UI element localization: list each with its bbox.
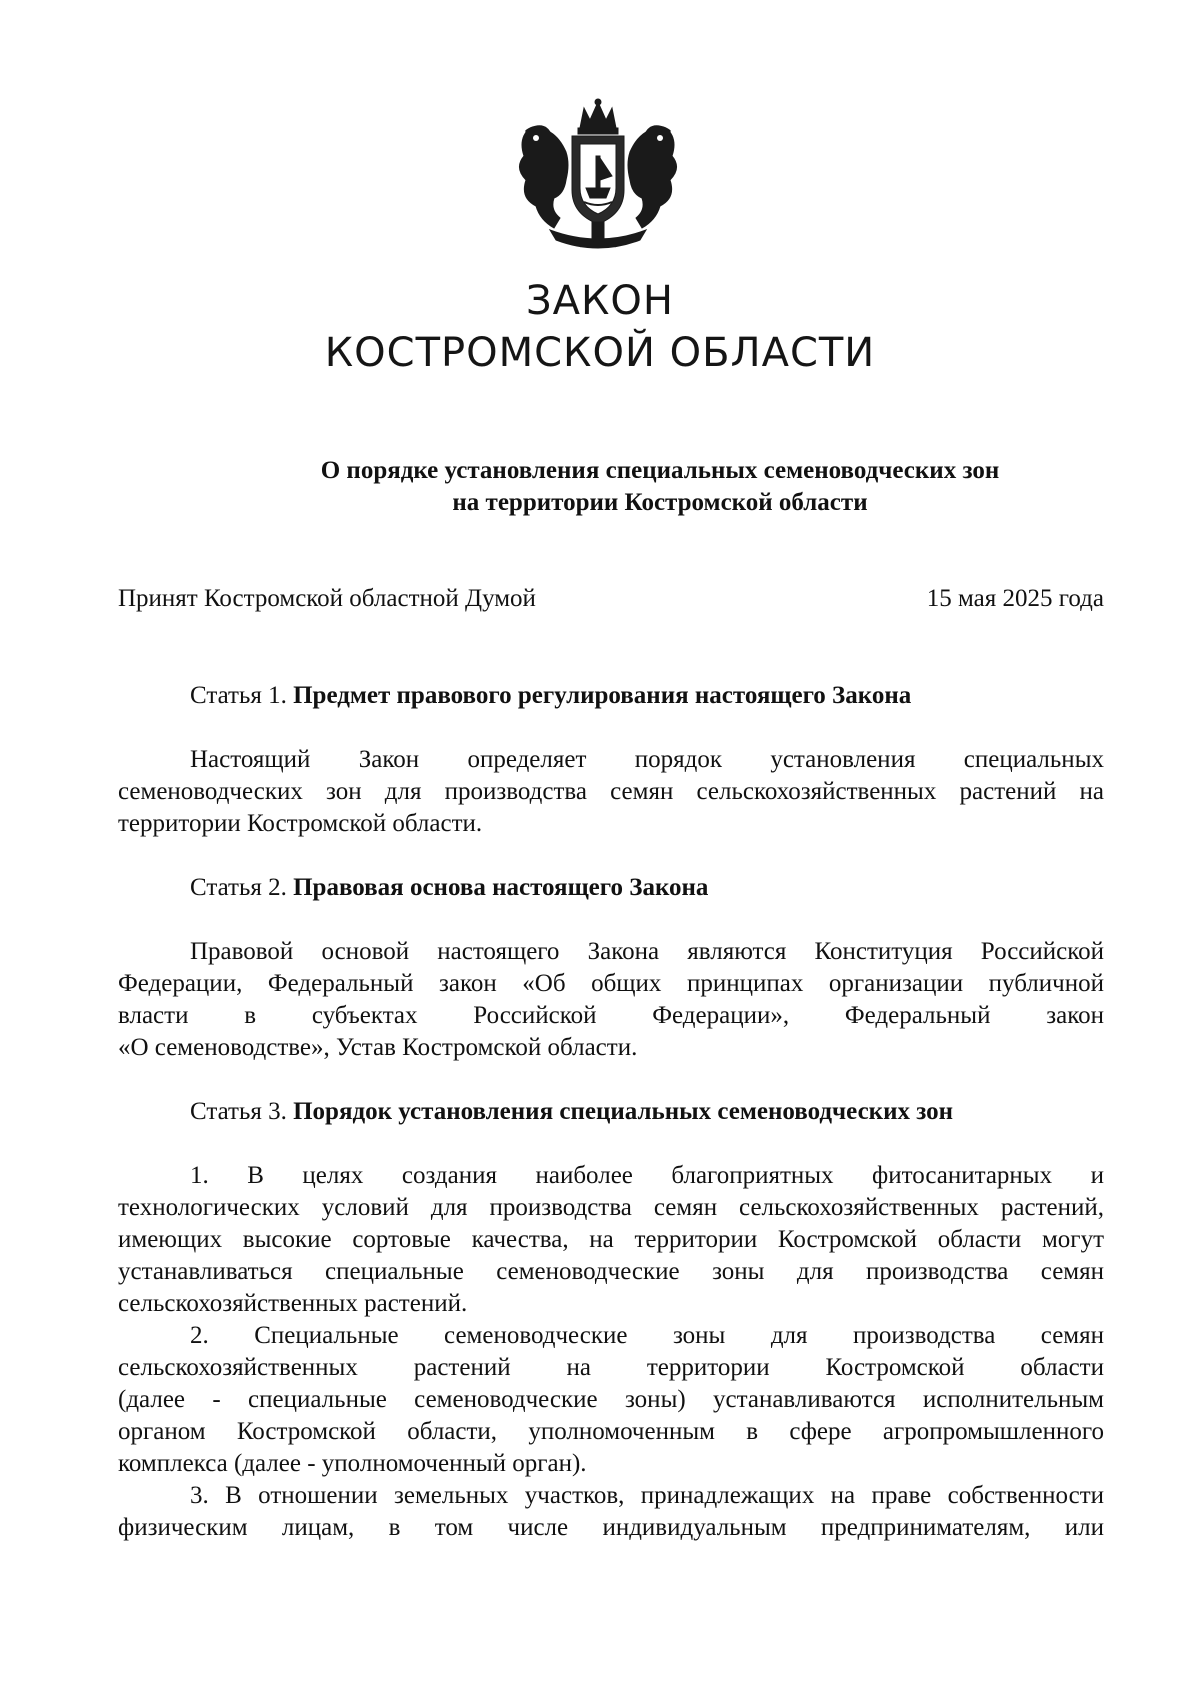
article-2-heading: [190, 874, 708, 902]
text-line: территории Костромской области.: [118, 810, 483, 837]
text-line: «О семеноводстве», Устав Костромской области.: [118, 1034, 638, 1061]
law-title: ЗАКОН: [526, 278, 674, 324]
text-line: Федерации, Федеральный закон «Об общих принципах организации публичной: [118, 970, 1104, 997]
clause-3: [118, 1480, 1104, 1544]
article-1-text: [118, 744, 1104, 840]
article-2-text: [118, 936, 1104, 1064]
article-title: Правовая основа настоящего Закона: [293, 874, 709, 901]
law-subject: [260, 455, 1060, 519]
text-line: семеноводческих зон для производства семян сельскохозяйственных растений на: [118, 778, 1104, 805]
article-title: Порядок установления специальных семеноводческих зон: [293, 1098, 954, 1125]
text-line: (далее - специальные семеноводческие зоны) устанавливаются исполнительным: [118, 1386, 1104, 1413]
adoption-info: [118, 585, 1104, 613]
text-line: органом Костромской области, уполномоченным в сфере агропромышленного: [118, 1418, 1104, 1445]
law-subject-line: О порядке установления специальных семеноводческих зон: [320, 457, 1000, 484]
text-line: 1. В целях создания наиболее благоприятных фитосанитарных и: [190, 1162, 1104, 1189]
text-line: сельскохозяйственных растений на территории Костромской области: [118, 1354, 1104, 1381]
text-line: имеющих высокие сортовые качества, на территории Костромской области могут: [118, 1226, 1104, 1253]
text-line: технологических условий для производства семян сельскохозяйственных растений,: [118, 1194, 1104, 1221]
coat-of-arms-emblem: [510, 98, 686, 258]
clause-1: [118, 1160, 1104, 1320]
text-line: Правовой основой настоящего Закона являются Конституция Российской: [190, 938, 1104, 965]
text-line: сельскохозяйственных растений.: [118, 1290, 468, 1317]
text-line: власти в субъектах Российской Федерации», Федеральный закон: [118, 1002, 1104, 1029]
article-number: Статья 1.: [190, 682, 287, 709]
clause-2: [118, 1320, 1104, 1480]
adopted-by: Принят Костромской областной Думой: [118, 585, 536, 612]
article-1-heading: [190, 682, 911, 710]
text-line: комплекса (далее - уполномоченный орган).: [118, 1450, 587, 1477]
law-subject-line: на территории Костромской области: [452, 489, 868, 516]
article-3-text: [118, 1160, 1104, 1544]
article-number: Статья 2.: [190, 874, 287, 901]
article-3-heading: [190, 1098, 953, 1126]
region-title: КОСТРОМСКОЙ ОБЛАСТИ: [324, 330, 876, 376]
text-line: устанавливаться специальные семеноводческие зоны для производства семян: [118, 1258, 1104, 1285]
article-number: Статья 3.: [190, 1098, 287, 1125]
text-line: 2. Специальные семеноводческие зоны для производства семян: [190, 1322, 1104, 1349]
text-line: Настоящий Закон определяет порядок установления специальных: [190, 746, 1104, 773]
text-line: физическим лицам, в том числе индивидуальным предпринимателям, или: [118, 1514, 1104, 1541]
adoption-date: 15 мая 2025 года: [926, 585, 1104, 612]
text-line: 3. В отношении земельных участков, принадлежащих на праве собственности: [190, 1482, 1104, 1509]
article-title: Предмет правового регулирования настоящего Закона: [293, 682, 912, 709]
